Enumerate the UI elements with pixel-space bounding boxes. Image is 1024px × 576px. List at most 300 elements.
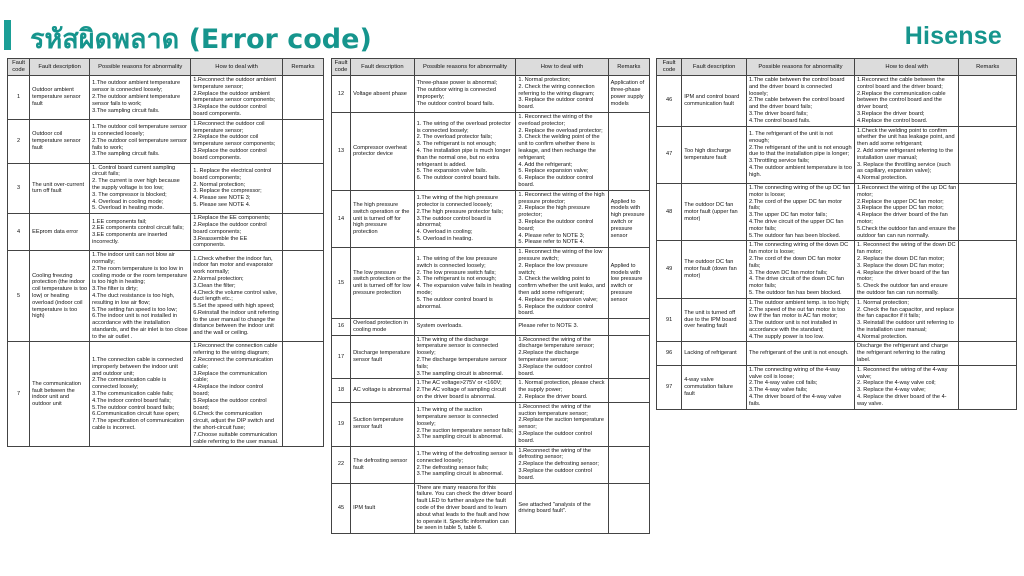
reason-line: 1.The wiring of the discharge temperature sensor is connected loosely; — [416, 336, 499, 357]
remarks-cell — [282, 163, 323, 214]
possible-reasons-cell — [414, 379, 516, 402]
table-row — [332, 76, 650, 113]
remarks-cell — [608, 335, 649, 379]
table-row — [8, 342, 324, 447]
col-fault-description: Fault description — [30, 59, 90, 76]
deal-line: 2.Replace the discharge temperature sensor; — [518, 350, 579, 364]
reason-line: 2.The outdoor coil temperature sensor fails to work; — [92, 137, 187, 151]
col-remarks: Remarks — [608, 59, 649, 76]
reason-line: 2.The cord of the down DC fan motor fails; — [748, 255, 842, 269]
fault-code-cell: 15 — [332, 248, 351, 319]
table-row — [332, 483, 650, 534]
reason-line: 1.The cable between the control board and the driver board is connected loosely; — [748, 77, 845, 97]
reason-line: 3. The down DC fan motor fails; — [748, 269, 828, 276]
deal-line: See attached "analysis of the driving board fault". — [518, 501, 591, 515]
reason-line: 1. Control board current sampling circuit fails; — [92, 164, 176, 178]
deal-line: 1.Replace the EE components; — [193, 215, 271, 222]
possible-reasons-cell — [414, 402, 516, 446]
error-code-page-3 — [656, 58, 1017, 576]
deal-line: 1. Reconnect the wiring of the high pressure protector; — [518, 191, 605, 205]
deal-line: 2.Replace the outdoor control board components; — [193, 221, 267, 235]
deal-line: 1.Reconnect the wiring of the up DC fan motor; — [856, 184, 957, 198]
possible-reasons-cell — [414, 319, 516, 336]
title-accent-bar — [4, 20, 11, 50]
fault-code-cell: 17 — [332, 335, 351, 379]
deal-line: 3.Reassemble the EE components. — [193, 235, 248, 249]
reason-line: 5.The outdoor fan has been blocked. — [748, 232, 841, 239]
col-possible-reasons: Possible reasons for abnormality — [746, 59, 854, 76]
deal-line: 3.Replace the outdoor control board. — [518, 363, 592, 377]
how-to-deal-cell — [516, 248, 608, 319]
fault-description-cell: The unit is turned off due to the IPM board over heating fault — [682, 298, 747, 342]
fault-description-cell: The low pressure switch protection or the unit is turned off for low pressure protection — [351, 248, 415, 319]
reason-line: 2. The current is over high because the supply voltage is too low; — [92, 178, 180, 191]
possible-reasons-cell — [414, 446, 516, 483]
deal-line: 6. Replace the outdoor control board. — [518, 175, 594, 188]
reason-line: 5. The outdoor fan has been blocked. — [748, 289, 842, 296]
deal-line: 6.Reinstall the indoor unit referring to the user manual to change the distance between the indoor unit and the wall or ceiling. — [193, 309, 279, 337]
deal-line: 3.Replace the driver board; — [856, 110, 925, 117]
deal-line: 3.Replace the outdoor control board. — [518, 468, 592, 481]
col-remarks: Remarks — [282, 59, 323, 76]
reason-line: 5. The expansion valve fails. — [416, 168, 488, 175]
remarks-cell — [608, 379, 649, 402]
deal-line: 3.Replace the upper DC fan motor; — [856, 205, 944, 212]
fault-description-cell: The unit over-current turn off fault — [30, 163, 90, 214]
table-row — [8, 119, 324, 163]
deal-line: 5.Check the outdoor fan and ensure the outdoor fan can run normally. — [856, 225, 956, 239]
reason-line: 3.The upper DC fan motor fails; — [748, 212, 828, 219]
col-how-to-deal: How to deal with — [516, 59, 608, 76]
deal-line: 1.Check whether the indoor fan, indoor fan motor and evaporator work normally; — [193, 255, 274, 276]
reason-line: 3. The refrigerant is not enough; — [416, 276, 497, 283]
remarks-cell — [959, 76, 1017, 127]
how-to-deal-cell — [516, 446, 608, 483]
deal-line: 3. Replace the outdoor control board. — [518, 97, 594, 111]
deal-line: 3. Check the welding point to confirm whether the unit leaks, and then add some refrigerant; — [518, 276, 606, 296]
deal-line: 3. Replace the outdoor control board; — [518, 218, 594, 232]
deal-line: 1. Reconnect the wiring of the 4-way valve; — [856, 366, 948, 380]
deal-line: 1.Reconnect the outdoor ambient temperature sensor; — [193, 77, 276, 90]
fault-description-cell: IPM and control board communication fault — [682, 76, 747, 127]
fault-code-cell: 7 — [8, 342, 30, 447]
fault-description-cell: Compressor overheat protector device — [351, 112, 415, 190]
remarks-cell — [959, 342, 1017, 365]
table-row — [332, 335, 650, 379]
reason-line: 6. The outdoor control board fails. — [416, 175, 501, 182]
how-to-deal-cell — [854, 241, 958, 298]
deal-line: 2. Replace the low pressure switch; — [518, 262, 588, 276]
reason-line: 4.The drive circuit of the upper DC fan motor fails; — [748, 218, 844, 232]
fault-code-cell: 3 — [8, 163, 30, 214]
deal-line: 2. Add some refrigerant referring to the installation user manual; — [856, 147, 954, 161]
remarks-cell — [282, 76, 323, 120]
fault-description-cell: The defrosting sensor fault — [351, 446, 415, 483]
how-to-deal-cell — [854, 126, 958, 183]
deal-line: 2. Normal protection; — [193, 181, 246, 188]
reason-line: 2.EE components control circuit fails; — [92, 225, 184, 232]
fault-description-cell: Outdoor ambient temperature sensor fault — [30, 76, 90, 120]
reason-line: 1.The connecting wiring of the up DC fan motor is loose; — [748, 184, 851, 198]
fault-code-cell: 14 — [332, 190, 351, 247]
deal-line: Please refer to NOTE 3. — [518, 323, 579, 330]
error-code-table-1 — [7, 58, 324, 447]
deal-line: 4.Normal protection. — [856, 175, 908, 182]
deal-line: 5. Please refer to NOTE 4. — [518, 239, 585, 246]
possible-reasons-cell — [90, 251, 191, 342]
deal-line: 3. Reinstall the outdoor unit referring to the installation user manual; — [856, 320, 954, 333]
reason-line: There are many reasons for this failure. You can check the driver board fault LED to further analyze the fault code of the driver board and to learn about what leads to the fault and how to operate it. Specific information can be seen in table 5, table 6. — [416, 484, 512, 532]
how-to-deal-cell — [516, 319, 608, 336]
reason-line: 1.The wiring of the defrosting sensor is connected loosely; — [416, 451, 513, 464]
col-possible-reasons: Possible reasons for abnormality — [414, 59, 516, 76]
fault-description-cell: Lacking of refrigerant — [682, 342, 747, 365]
table-row — [657, 298, 1017, 342]
deal-line: 2.Replace the suction temperature sensor; — [518, 417, 604, 431]
possible-reasons-cell — [414, 190, 516, 247]
deal-line: 2.Replace the communication cable between the control board and the driver board; — [856, 90, 946, 111]
reason-line: 1.The connecting wiring of the 4-way valve coil is loose; — [748, 366, 841, 380]
possible-reasons-cell — [414, 335, 516, 379]
deal-line: 5. Please see NOTE 4. — [193, 201, 251, 208]
possible-reasons-cell — [746, 76, 854, 127]
table-row — [657, 76, 1017, 127]
fault-code-cell: 5 — [8, 251, 30, 342]
reason-line: 4. The installation pipe is much longer than the normal one, but no extra refrigerant is added. — [416, 147, 511, 168]
reason-line: 2.The discharge temperature sensor fails; — [416, 357, 507, 370]
deal-line: 2.Normal protection; — [193, 275, 244, 282]
reason-line: 5. Overload in heating mode. — [92, 205, 164, 212]
deal-line: 3. Replace the 4-way valve; — [856, 387, 926, 394]
reason-line: Three-phase power is abnormal; — [416, 80, 498, 87]
deal-line: 2. Check the wiring connection referring to the wiring diagram; — [518, 83, 595, 97]
possible-reasons-cell — [746, 298, 854, 342]
fault-code-cell: 16 — [332, 319, 351, 336]
fault-code-cell: 19 — [332, 402, 351, 446]
deal-line: 1. Normal protection, please check the supply power; — [518, 380, 605, 394]
deal-line: 1.Reconnect the cable between the control board and the driver board; — [856, 77, 945, 90]
fault-code-cell: 2 — [8, 119, 30, 163]
remarks-cell — [608, 446, 649, 483]
table-row — [332, 112, 650, 190]
reason-line: 3.The 4-way valve fails; — [748, 387, 808, 394]
table-row — [8, 251, 324, 342]
fault-description-cell: AC voltage is abnormal — [351, 379, 415, 402]
reason-line: 1.The indoor unit can not blow air normally; — [92, 252, 175, 265]
deal-line: 1.Reconnect the outdoor coil temperature sensor; — [193, 120, 265, 134]
deal-line: 4.Replace the indoor control board; — [193, 384, 264, 398]
deal-line: 2. Check the fan capacitor, and replace the fan capacitor if it fails; — [856, 306, 955, 320]
reason-line: 3.The filter is dirty; — [92, 286, 138, 293]
table-row — [657, 241, 1017, 298]
reason-line: 1.The connecting wiring of the down DC fan motor is loose; — [748, 242, 849, 256]
reason-line: 3.The sampling circuit is abnormal. — [416, 471, 504, 478]
deal-line: 3.Replace the communication cable; — [193, 370, 267, 384]
deal-line: 4.Normal protection. — [856, 333, 908, 340]
possible-reasons-cell — [414, 248, 516, 319]
reason-line: 2. The overload protector fails; — [416, 134, 493, 141]
fault-code-cell: 97 — [657, 365, 682, 409]
possible-reasons-cell — [90, 214, 191, 251]
reason-line: 4. Overload in cooling mode; — [92, 198, 164, 205]
col-fault-code: Fault code — [657, 59, 682, 76]
reason-line: 1.The connection cable is connected improperly between the indoor unit and outdoor unit; — [92, 357, 183, 377]
reason-line: 4. The drive circuit of the down DC fan motor fails; — [748, 276, 845, 290]
deal-line: 1. Normal protection; — [518, 77, 571, 83]
deal-line: 1. Reconnect the wiring of the down DC fan motor; — [856, 242, 956, 256]
table-row — [332, 379, 650, 402]
deal-line: 1. Replace the electrical control board components; — [193, 167, 272, 181]
possible-reasons-cell — [90, 163, 191, 214]
reason-line: System overloads. — [416, 323, 463, 330]
reason-line: 6.The indoor unit is not installed in accordance with the installation standards, and the air inlet is too close to the air outlet . — [92, 313, 188, 340]
deal-line: 5. Check the outdoor fan and ensure the outdoor fan can run normally. — [856, 283, 948, 296]
reason-line: 4.The outdoor ambient temperature is too high. — [748, 164, 852, 178]
reason-line: The outdoor wiring is connected improperly; — [416, 87, 496, 100]
fault-code-cell: 22 — [332, 446, 351, 483]
remarks-cell: Application of three-phase power supply models — [608, 76, 649, 113]
how-to-deal-cell — [191, 163, 283, 214]
possible-reasons-cell — [90, 119, 191, 163]
remarks-cell — [608, 402, 649, 446]
fault-code-cell: 49 — [657, 241, 682, 298]
deal-line: 4. Replace the driver board of the 4-way valve. — [856, 394, 947, 407]
remarks-cell — [608, 112, 649, 190]
deal-line: 2.Replace the outdoor coil temperature sensor components; — [193, 134, 276, 148]
brand-logo: Hisense — [904, 22, 1002, 50]
reason-line: 3. The compressor is blocked; — [92, 191, 167, 198]
fault-code-cell: 12 — [332, 76, 351, 113]
deal-line: 4. Please see NOTE 3; — [193, 195, 251, 202]
fault-description-cell: IPM fault — [351, 483, 415, 534]
reason-line: 3.The sampling circuit is abnormal. — [416, 370, 504, 377]
how-to-deal-cell — [516, 190, 608, 247]
fault-description-cell: Cooling freezing protection (the indoor coil temperature is too low) or heating overload (indoor coil temperature is too high) — [30, 251, 90, 342]
how-to-deal-cell — [516, 483, 608, 534]
reason-line: 3.Throttling service fails; — [748, 158, 810, 165]
deal-line: 2.Replace the outdoor ambient temperature sensor components; — [193, 90, 276, 104]
deal-line: 3.Replace the outdoor control board. — [518, 431, 592, 444]
how-to-deal-cell — [854, 298, 958, 342]
reason-line: 4.The driver board of the 4-way valve fails. — [748, 394, 842, 407]
remarks-cell: Applied to models with low pressure switch or pressure sensor — [608, 248, 649, 319]
deal-line: 4.Replace the driver board of the fan motor; — [856, 212, 948, 225]
table-header-row — [332, 59, 650, 76]
reason-line: 2.The communication cable is connected loosely; — [92, 377, 167, 391]
how-to-deal-cell — [516, 112, 608, 190]
reason-line: The refrigerant of the unit is not enough. — [748, 350, 849, 357]
table-row — [657, 183, 1017, 240]
deal-line: 2. Replace the driver board. — [518, 394, 588, 401]
how-to-deal-cell — [854, 365, 958, 409]
deal-line: 5. Replace expansion valve; — [518, 168, 589, 175]
col-fault-code: Fault code — [332, 59, 351, 76]
table-row — [332, 402, 650, 446]
deal-line: 5. Replace the outdoor control board. — [518, 303, 594, 317]
possible-reasons-cell — [746, 365, 854, 409]
reason-line: 1.The wiring of the high pressure protector is connected loosely; — [416, 195, 499, 208]
reason-line: 2.The AC voltage of sampling circuit on the driver board is abnormal. — [416, 387, 506, 401]
reason-line: 1. The wiring of the low pressure switch is connected loosely; — [416, 255, 498, 269]
deal-line: 5.Replace the outdoor control board; — [193, 397, 267, 411]
reason-line: 2.The 4-way valve coil fails; — [748, 380, 818, 387]
fault-description-cell: The high pressure switch operation or the unit is turned off for high pressure protection — [351, 190, 415, 247]
table-row — [657, 365, 1017, 409]
col-how-to-deal: How to deal with — [191, 59, 283, 76]
remarks-cell — [282, 342, 323, 447]
reason-line: 1.The wiring of the suction temperature sensor is connected loosely; — [416, 407, 499, 427]
table-row — [8, 214, 324, 251]
reason-line: 2.The cable between the control board and the driver board fails; — [748, 97, 845, 111]
col-possible-reasons: Possible reasons for abnormality — [90, 59, 191, 76]
reason-line: 5. The outdoor control board is abnormal. — [416, 296, 493, 310]
fault-code-cell: 4 — [8, 214, 30, 251]
deal-line: 3. Replace the compressor; — [193, 188, 262, 195]
table-row — [657, 342, 1017, 365]
remarks-cell — [959, 126, 1017, 183]
table-row — [332, 190, 650, 247]
remarks-cell — [608, 483, 649, 534]
how-to-deal-cell — [191, 119, 283, 163]
table-row — [332, 319, 650, 336]
reason-line: 4.The control board fails. — [748, 117, 811, 124]
deal-line: 4. Please refer to NOTE 3; — [518, 232, 585, 239]
reason-line: 3.The sampling circuit is abnormal. — [416, 434, 504, 441]
remarks-cell: Applied to models with high pressure switch or pressure sensor — [608, 190, 649, 247]
col-remarks: Remarks — [959, 59, 1017, 76]
reason-line: 7.The specification of communication cable is incorrect. — [92, 418, 185, 432]
deal-line: 4. Add the refrigerant; — [518, 161, 573, 168]
deal-line: 1.Reconnect the wiring of the defrosting sensor; — [518, 447, 591, 461]
reason-line: 2.The cord of the upper DC fan motor fails; — [748, 198, 842, 212]
deal-line: 1.Reconnect the wiring of the suction temperature sensor; — [518, 403, 591, 417]
deal-line: 4. Replace the driver board of the fan motor; — [856, 269, 950, 283]
remarks-cell — [959, 365, 1017, 409]
remarks-cell — [959, 298, 1017, 342]
fault-description-cell: Overload protection in cooling mode — [351, 319, 415, 336]
deal-line: 1. Normal protection; — [856, 299, 909, 306]
reason-line: 1.The AC voltage>275V or <160V; — [416, 380, 502, 387]
col-fault-description: Fault description — [351, 59, 415, 76]
deal-line: 3.Replace the outdoor control board components. — [193, 104, 267, 117]
deal-line: 2. Replace the down DC fan motor; — [856, 255, 945, 262]
reason-line: 1.EE components fail; — [92, 218, 147, 225]
reason-line: 3.The driver board fails; — [748, 110, 808, 117]
fault-description-cell: Too high discharge temperature fault — [682, 126, 747, 183]
reason-line: 5.The setting fan speed is too low; — [92, 306, 178, 313]
table-row — [332, 446, 650, 483]
how-to-deal-cell — [191, 342, 283, 447]
reason-line: 3.EE components are inserted incorrectly. — [92, 232, 168, 245]
deal-line: 1.Reconnect the wiring of the discharge temperature sensor; — [518, 336, 595, 350]
fault-description-cell: The outdoor DC fan motor fault (upper fan motor) — [682, 183, 747, 240]
possible-reasons-cell — [414, 483, 516, 534]
fault-code-cell: 18 — [332, 379, 351, 402]
deal-line: 1. Reconnect the wiring of the overload protector; — [518, 113, 593, 127]
fault-description-cell: Discharge temperature sensor fault — [351, 335, 415, 379]
possible-reasons-cell — [414, 76, 516, 113]
col-how-to-deal: How to deal with — [854, 59, 958, 76]
possible-reasons-cell — [746, 183, 854, 240]
reason-line: 2.The refrigerant of the unit is not enough due to that the installation pipe is longer; — [748, 144, 852, 158]
reason-line: 4.The duct resistance is too high, resulting in low air flow; — [92, 292, 175, 306]
reason-line: 2.The high pressure protector fails; — [416, 208, 504, 215]
how-to-deal-cell — [854, 342, 958, 365]
table-header-row — [657, 59, 1017, 76]
deal-line: 7.Choose suitable communication cable referring to the user manual. — [193, 431, 279, 445]
fault-description-cell: EEprom data error — [30, 214, 90, 251]
table-row — [657, 126, 1017, 183]
remarks-cell — [282, 119, 323, 163]
deal-line: 2. Replace the overload protector; — [518, 127, 603, 134]
reason-line: 2.The speed of the out fan motor is too low if the fan motor is AC fan motor; — [748, 306, 846, 320]
reason-line: 3.The outdoor unit is not installed in accordance with the standard; — [748, 320, 838, 333]
possible-reasons-cell — [746, 342, 854, 365]
reason-line: 2.The outdoor ambient temperature sensor fails to work; — [92, 93, 181, 107]
deal-line: 3. Replace the down DC fan motor; — [856, 262, 945, 269]
deal-line: 4.Replace the control board. — [856, 117, 928, 124]
deal-line: 1. Reconnect the wiring of the low pressure switch; — [518, 249, 603, 262]
deal-line: 6.Check the communication circuit, adjust the DIP switch and the short-circuit fuse; — [193, 411, 274, 432]
reason-line: 2. The low pressure switch fails; — [416, 269, 496, 276]
deal-line: 2.Reconnect the communication cable; — [193, 357, 274, 370]
remarks-cell — [282, 251, 323, 342]
reason-line: 4. Overload in cooling; — [416, 229, 473, 236]
error-code-table-2 — [331, 58, 650, 534]
table-row — [8, 163, 324, 214]
fault-description-cell: The communication fault between the indoor unit and outdoor unit — [30, 342, 90, 447]
deal-line: 2. Replace the 4-way valve coil; — [856, 380, 936, 387]
remarks-cell — [959, 241, 1017, 298]
page-title: รหัสผิดพลาด (Error code) — [30, 24, 372, 55]
error-code-page-2 — [331, 58, 650, 576]
reason-line: 3.The outdoor control board is abnormal; — [416, 215, 492, 229]
remarks-cell — [282, 214, 323, 251]
fault-code-cell: 13 — [332, 112, 351, 190]
possible-reasons-cell — [746, 241, 854, 298]
possible-reasons-cell — [414, 112, 516, 190]
reason-line: 4. The expansion valve fails in heating mode; — [416, 283, 512, 296]
reason-line: 1.The outdoor coil temperature sensor is connected loosely; — [92, 124, 187, 137]
fault-description-cell: Suction temperature sensor fault — [351, 402, 415, 446]
fault-description-cell: The outdoor DC fan motor fault (down fan motor) — [682, 241, 747, 298]
reason-line: 1.The outdoor ambient temp. is too high; — [748, 299, 850, 306]
how-to-deal-cell — [191, 214, 283, 251]
fault-code-cell: 1 — [8, 76, 30, 120]
deal-line: 3. Check the welding point of the unit to confirm whether there is leakage, and then recharge the refrigerant; — [518, 134, 600, 161]
fault-code-cell: 46 — [657, 76, 682, 127]
reason-line: 6.Communication circuit fuse open; — [92, 411, 180, 418]
reason-line: 5. Overload in heating. — [416, 235, 473, 242]
fault-code-cell: 47 — [657, 126, 682, 183]
reason-line: 2.The room temperature is too low in cooling mode or the room temperature is too high in heating; — [92, 265, 188, 286]
deal-line: 3. Replace the throttling service (such as capillary, expansion valve); — [856, 161, 951, 175]
deal-line: 5.Set the speed with high speed; — [193, 303, 275, 310]
reason-line: 4.The indoor control board fails; — [92, 397, 171, 404]
how-to-deal-cell — [191, 76, 283, 120]
table-row — [332, 248, 650, 319]
how-to-deal-cell — [516, 379, 608, 402]
how-to-deal-cell — [854, 183, 958, 240]
table-row — [8, 76, 324, 120]
reason-line: 3. The refrigerant is not enough; — [416, 141, 497, 148]
fault-description-cell: Voltage absent phase — [351, 76, 415, 113]
how-to-deal-cell — [516, 402, 608, 446]
reason-line: 2.The defrosting sensor fails; — [416, 464, 489, 471]
reason-line: 4.The supply power is too low. — [748, 333, 824, 340]
reason-line: The outdoor control board fails. — [416, 100, 495, 107]
deal-line: 3.Replace the outdoor control board components. — [193, 147, 267, 161]
